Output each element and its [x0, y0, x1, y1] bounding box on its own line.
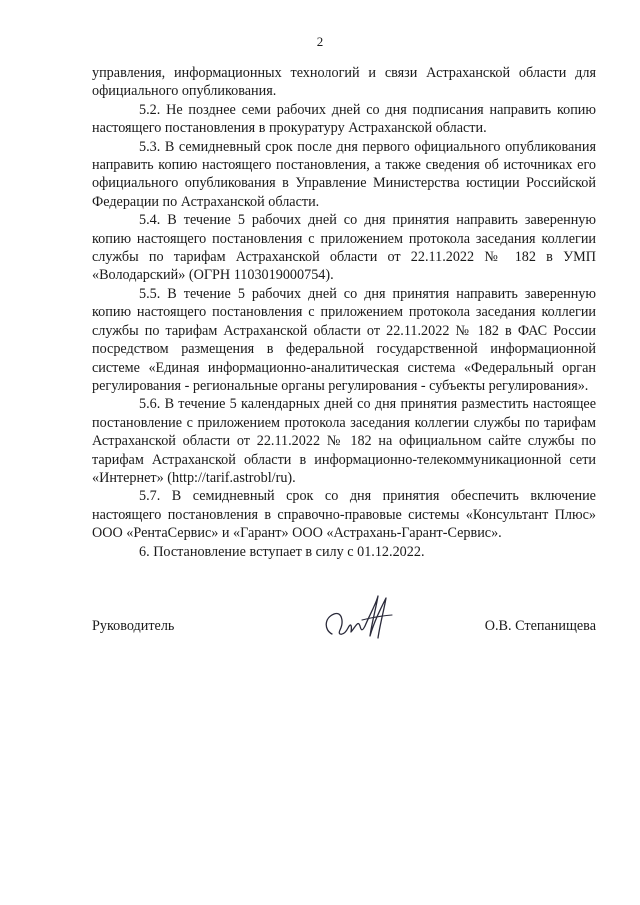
handwritten-signature — [318, 590, 398, 650]
paragraph-5-4: 5.4. В течение 5 рабочих дней со дня принятия направить заверенную копию настоящего постановления с приложением протокола заседания коллегии службы по тарифам Астраханской области от 22.11.2022 № 182 в УМП «Володарский» (ОГРН 1103019000754). — [92, 212, 596, 284]
paragraph-5-5: 5.5. В течение 5 рабочих дней со дня принятия направить заверенную копию настоящего постановления с приложением протокола заседания коллегии службы по тарифам Астраханской области от 22.11.2022 № 182 в ФАС России посредством размещения в федеральной государственной информационной системе «Единая информационно-аналитическая система «Федеральный орган регулирования - региональные органы регулирования - субъекты регулирования». — [92, 285, 596, 394]
paragraph-5-7: 5.7. В семидневный срок со дня принятия обеспечить включение настоящего постановления в справочно-правовые системы «Консультант Плюс» ООО «РентаСервис» и «Гарант» ООО «Астрахань-Гарант-Сервис». — [92, 488, 596, 542]
signature-block — [92, 610, 596, 650]
signatory-name: О.В. Степанищева — [484, 618, 596, 634]
paragraph-5-2: 5.2. Не позднее семи рабочих дней со дня подписания направить копию настоящего постановления в прокуратуру Астраханской области. — [92, 101, 596, 137]
paragraph-5-3: 5.3. В семидневный срок после дня первого официального опубликования направить копию настоящего постановления, а также сведения об источниках его официального опубликования в Управление Министерства юстиции Российской Федерации по Астраханской области. — [92, 138, 596, 210]
paragraph-5-6: 5.6. В течение 5 календарных дней со дня принятия разместить настоящее постановление с приложением протокола заседания коллегии службы по тарифам Астраханской области от 22.11.2022 № 182 на официальном сайте службы по тарифам Астраханской области в информационно-телекоммуникационной сети «Интернет» (http://tarif.astrobl/ru). — [92, 396, 596, 486]
signatory-title: Руководитель — [92, 618, 175, 634]
paragraph-6: 6. Постановление вступает в силу с 01.12.2022. — [139, 543, 425, 560]
paragraph-continuation: управления, информационных технологий и связи Астраханской области для официального опубликования. — [92, 65, 596, 100]
document-body — [92, 64, 596, 561]
page-number: 2 — [316, 34, 324, 49]
